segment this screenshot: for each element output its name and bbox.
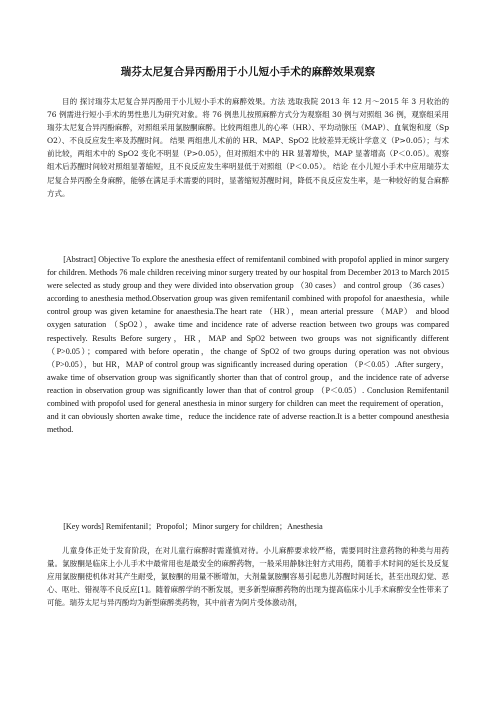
chinese-abstract: 目的 探讨瑞芬太尼复合异丙酚用于小儿短小手术的麻醉效果。方法 选取我院 2013 年 12 月～2015 年 3 月收治的 76 例需进行短小手术的男性患儿为研究对象。将 76 例患儿按照麻醉方式分为观察组 30 例与对照组 36 例，观察组采用瑞芬太尼复合异丙酚麻醉，对照组采用氯胺酮麻醉。比较两组患儿的心率（HR）、平均动脉压（MAP）、血氧饱和度（SpO2）、不良反应发生率及苏醒时间。 结果 两组患儿术前的 HR、MAP、SpO2 比较差异无统计学意义（P>0.05）；与术前比较，两组术中的 SpO2 变化不明显（P>0.05），但对照组术中的 HR 显著增快，MAP 显著增高（P＜0.05）。观察组术后苏醒时间较对照组显著缩短，且不良反应发生率明显低于对照组（P＜0.05）。 结论 在小儿短小手术中应用瑞芬太尼复合异丙酚全身麻醉，能够在满足手术需要的同时，显著缩短苏醒时间，降低不良反应发生率，是一种较好的复合麻醉方式。 — [47, 97, 449, 198]
english-abstract: [Abstract] Objective To explore the anesthesia effect of remifentanil combined with propofol applied in minor surgery for children. Methods 76 male children receiving minor surgery treated by our hospital from December 2013 to March 2015 were selected as study group and they were divided into observation group （30 cases） and control group （36 cases） according to anesthesia method.Observation group was given remifentanil combined with propofol for anaesthesia，while control group was given ketamine for anaesthesia.The heart rate （HR），mean arterial pressure （MAP） and blood oxygen saturation （SpO2），awake time and incidence rate of adverse reaction between two groups was compared respectively. Results Before surgery，HR，MAP and SpO2 between two groups was not significantly different （P>0.05）；compared with before operatin，the change of SpO2 of two groups during operation was not obvious （P>0.05），but HR，MAP of control group was significantly increased during operation （P＜0.05）.After surgery，awake time of observation group was significantly shorter than that of control group，and the incidence rate of adverse reaction in observation group was significantly lower than that of control group （P＜0.05）. Conclusion Remifentanil combined with propofol used for general anesthesia in minor surgery for children can meet the requirement of operation，and it can obviously shorten awake time，reduce the incidence rate of adverse reaction.It is a better compound anesthesia method. — [47, 255, 449, 435]
body-paragraph: 儿童身体正处于发育阶段，在对儿童行麻醉时需谨慎对待。小儿麻醉要求较严格，需要同时注意药物的种类与用药量。氯胺酮是临床上小儿手术中最常用也是最安全的麻醉药物，一般采用静脉注射方式用药，随着手术时间的延长及反复应用氯胺酮使机体对其产生耐受，氯胺酮的用量不断增加，大剂量氯胺酮容易引起患儿苏醒时间延长，甚至出现幻觉、恶心、呕吐、错视等不良反应[1]。随着麻醉学的不断发展，更多新型麻醉药物的出现为提高临床小儿手术麻醉安全性带来了可能。瑞芬太尼与异丙酚均为新型麻醉类药物，其中前者为阿片受体激动剂， — [47, 546, 449, 608]
paper-title: 瑞芬太尼复合异丙酚用于小儿短小手术的麻醉效果观察 — [120, 66, 376, 78]
keywords: [Key words] Remifentanil；Propofol；Minor surgery for children；Anesthesia — [63, 522, 323, 531]
